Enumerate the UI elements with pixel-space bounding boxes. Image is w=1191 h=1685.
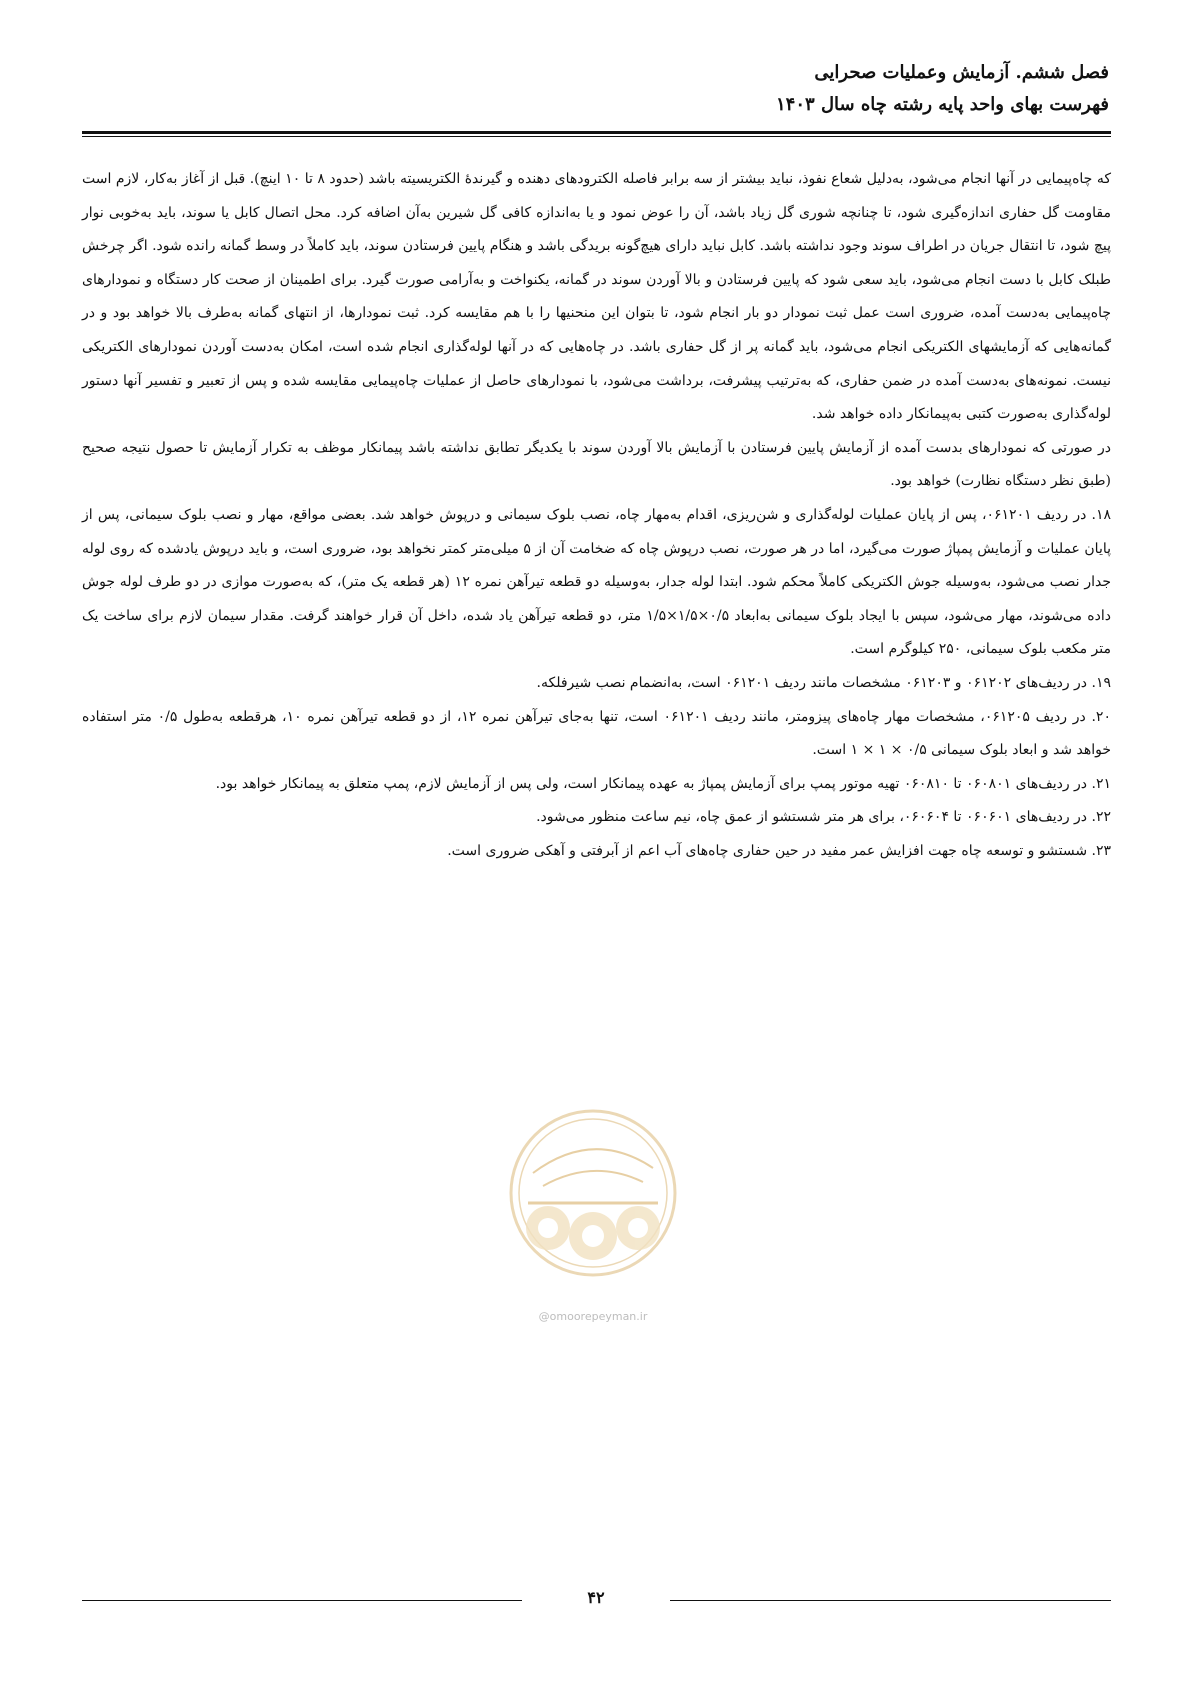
watermark-site: @omoorepeyman.ir (538, 1310, 648, 1323)
paragraph-logging: که چاه‌پیمایی در آنها انجام می‌شود، به‌دلیل شعاع نفوذ، نباید بیشتر از سه برابر فاصله الکترودهای دهنده و گیرندۀ الکتریسیته باشد (حدود ۸ تا ۱۰ اینچ). قبل از آغاز به‌کار، لازم است مقاومت گل حفاری اندازه‌گیری شود، تا چنانچه شوری گل زیاد باشد، آن را عوض نمود و یا به‌اندازه کافی گل شیرین به‌آن اضافه کرد. محل اتصال کابل یا سوند، باید به‌خوبی نوار پیچ شود، تا انتقال جریان در اطراف سوند وجود نداشته باشد. کابل نباید دارای هیچ‌گونه بریدگی باشد و هنگام پایین فرستادن سوند، باید کاملاً در وسط گمانه رانده شود. اگر چرخش طبلک کابل با دست انجام می‌شود، باید سعی شود که پایین فرستادن و بالا آوردن سوند در گمانه، یکنواخت و به‌آرامی صورت گیرد. برای اطمینان از صحت کار دستگاه و نمودارهای چاه‌پیمایی به‌دست آمده، ضروری است عمل ثبت نمودار دو بار انجام شود، تا بتوان این منحنیها را با هم مقایسه کرد. ثبت نمودارها، از انتهای گمانه به‌طرف بالا خواهد بود و در گمانه‌هایی که آزمایشهای الکتریکی انجام می‌شود، باید گمانه پر از گل حفاری باشد. در چاه‌هایی که در آنها لوله‌گذاری انجام شده است، امکان به‌دست آوردن نمودارهای الکتریکی نیست. نمونه‌های به‌دست آمده در ضمن حفاری، که به‌ترتیب پیشرفت، برداشت می‌شود، با نمودارهای حاصل از عملیات چاه‌پیمایی مقایسه شده و پس از تعبیر و تفسیر آنها دستور لوله‌گذاری به‌صورت کتبی به‌پیمانکار داده خواهد شد. (82, 171, 1112, 423)
header-rule-thick (82, 131, 1111, 134)
book-title: فهرست بهای واحد پایه رشته چاه سال ۱۴۰۳ (776, 94, 1109, 115)
watermark-logo (503, 1098, 683, 1298)
paragraph-item-20: ۲۰. در ردیف ۰۶۱۲۰۵، مشخصات مهار چاه‌های پیزومتر، مانند ردیف ۰۶۱۲۰۱ است، تنها به‌جای تیرآهن نمره ۱۲، از دو قطعه تیرآهن نمره ۱۰، هرقطعه به‌طول ۰/۵ متر استفاده خواهد شد و ابعاد بلوک سیمانی ۰/۵ × ۱ × ۱ است. (82, 708, 1111, 759)
body-text (82, 163, 1111, 868)
footer-rule-right (670, 1600, 1111, 1601)
paragraph-repeat-test: در صورتی که نمودارهای بدست آمده از آزمایش پایین فرستادن با آزمایش بالا آوردن سوند با یکدیگر تطابق نداشته باشد پیمانکار موظف به تکرار آزمایش تا حصول نتیجه صحیح (طبق نظر دستگاه نظارت) خواهد بود. (82, 439, 1111, 490)
paragraph-item-23: ۲۳. شستشو و توسعه چاه جهت افزایش عمر مفید در حین حفاری چاه‌های آب اعم از آبرفتی و آهکی ضروری است. (447, 842, 1111, 859)
header-rule-thin (82, 136, 1111, 137)
paragraph-item-21: ۲۱. در ردیف‌های ۰۶۰۸۰۱ تا ۰۶۰۸۱۰ تهیه موتور پمپ برای آزمایش پمپاژ به عهده پیمانکار است، ولی پس از آزمایش لازم، پمپ متعلق به پیمانکار خواهد بود. (215, 775, 1111, 792)
paragraph-item-19: ۱۹. در ردیف‌های ۰۶۱۲۰۲ و ۰۶۱۲۰۳ مشخصات مانند ردیف ۰۶۱۲۰۱ است، به‌انضمام نصب شیرفلکه. (536, 674, 1111, 691)
paragraph-item-22: ۲۲. در ردیف‌های ۰۶۰۶۰۱ تا ۰۶۰۶۰۴، برای هر متر شستشو از عمق چاه، نیم ساعت منظور می‌شود. (536, 809, 1111, 826)
footer-rule-left (82, 1600, 522, 1601)
paragraph-item-18: ۱۸. در ردیف ۰۶۱۲۰۱، پس از پایان عملیات لوله‌گذاری و شن‌ریزی، اقدام به‌مهار چاه، نصب بلوک سیمانی و درپوش خواهد شد. بعضی مواقع، مهار و نصب بلوک سیمانی، پس از پایان عملیات و آزمایش پمپاژ صورت می‌گیرد، اما در هر صورت، نصب درپوش چاه که ضخامت آن از ۵ میلی‌متر کمتر نخواهد بود، ضروری است، و باید درپوش یادشده که روی لوله جدار نصب می‌شود، به‌وسیله جوش الکتریکی کاملاً محکم شود. ابتدا لوله جدار، به‌وسیله دو قطعه تیرآهن نمره ۱۲ (هر قطعه یک متر)، که به‌صورت موازی در دو طرف لوله جوش داده می‌شوند، مهار می‌شود، سپس با ایجاد بلوک سیمانی به‌ابعاد ۰/۵×۱/۵×۱/۵ متر، دو قطعه تیرآهن یاد شده، داخل آن قرار خواهند گرفت. مقدار سیمان لازم برای ساخت یک متر مکعب بلوک سیمانی، ۲۵۰ کیلوگرم است. (82, 506, 1112, 658)
page-number: ۴۲ (587, 1588, 605, 1607)
chapter-title: فصل ششم. آزمایش وعملیات صحرایی (814, 62, 1109, 83)
